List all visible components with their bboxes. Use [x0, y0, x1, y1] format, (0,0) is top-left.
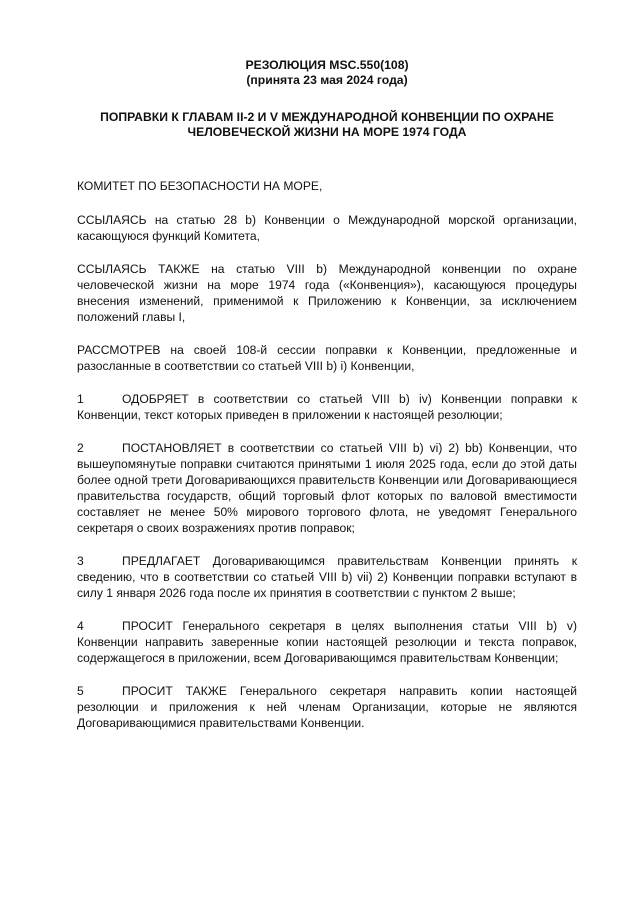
resolution-subject	[77, 110, 577, 140]
operative-text: Генерального секретаря направить копии настоящей резолюции и приложения к ней членам Организации, которые не являются Договаривающимися правительствами Конвенции.	[77, 684, 577, 730]
operative-paragraph	[77, 683, 577, 731]
committee-name: КОМИТЕТ ПО БЕЗОПАСНОСТИ НА МОРЕ,	[77, 179, 323, 193]
preamble-keyword: ССЫЛАЯСЬ	[77, 213, 147, 227]
preamble-text: на своей 108-й сессии поправки к Конвенции, предложенные и разосланные в соответствии со статьей VIII b) i) Конвенции,	[77, 343, 577, 373]
subject-line-1: ПОПРАВКИ К ГЛАВАМ II-2 И V МЕЖДУНАРОДНОЙ КОНВЕНЦИИ ПО ОХРАНЕ	[100, 110, 554, 124]
operative-text: в соответствии со статьей VIII b) iv) Конвенции поправки к Конвенции, текст которых приведен в приложении к настоящей резолюции;	[77, 392, 577, 422]
operative-keyword: ПРОСИТ ТАКЖЕ	[122, 684, 227, 698]
operative-paragraph	[77, 391, 577, 423]
preamble-text: на статью 28 b) Конвенции о Международной морской организации, касающуюся функций Комитета,	[77, 213, 577, 243]
preamble-keyword: ССЫЛАЯСЬ ТАКЖЕ	[77, 262, 200, 276]
operative-text: Договаривающимся правительствам Конвенции принять к сведению, что в соответствии со статьей VIII b) vii) 2) Конвенции поправки вступают в силу 1 января 2026 года после их принятия в соответствии с пунктом 2 выше;	[77, 554, 577, 600]
preamble-keyword: РАССМОТРЕВ	[77, 343, 161, 357]
operative-keyword: ОДОБРЯЕТ	[122, 392, 189, 406]
operative-paragraph	[77, 553, 577, 601]
adoption-date: (принята 23 мая 2024 года)	[246, 73, 408, 87]
operative-text: в соответствии со статьей VIII b) vi) 2) bb) Конвенции, что вышеупомянутые поправки считаются принятыми 1 июля 2025 года, если до этой даты более одной трети Договаривающихся правительств Конвенции или Договаривающиеся правительства государств, общий торговый флот которых по валовой вместимости составляет не менее 50% мирового торгового флота, не уведомят Генерального секретаря о своих возражениях против поправок;	[77, 441, 577, 535]
subject-line-2: ЧЕЛОВЕЧЕСКОЙ ЖИЗНИ НА МОРЕ 1974 ГОДА	[187, 125, 467, 139]
paragraph-number: 3	[77, 554, 84, 568]
operative-text: Генерального секретаря в целях выполнения статьи VIII b) v) Конвенции направить заверенные копии настоящей резолюции и текста поправок, содержащегося в приложении, всем Договаривающимся правительствам Конвенции;	[77, 619, 577, 665]
preamble-paragraph	[77, 261, 577, 325]
paragraph-number: 1	[77, 392, 84, 406]
operative-keyword: ПОСТАНОВЛЯЕТ	[122, 441, 222, 455]
paragraph-number: 5	[77, 684, 84, 698]
preamble-text: на статью VIII b) Международной конвенции по охране человеческой жизни на море 1974 года («Конвенция»), касающуюся процедуры внесения изменений, применимой к Приложению к Конвенции, за исключением положений главы I,	[77, 262, 577, 324]
paragraph-number: 4	[77, 619, 84, 633]
operative-paragraph	[77, 440, 577, 536]
preamble-paragraph	[77, 212, 577, 244]
preamble-paragraph	[77, 342, 577, 374]
resolution-number: РЕЗОЛЮЦИЯ MSC.550(108)	[245, 58, 409, 72]
operative-paragraph	[77, 618, 577, 666]
paragraph-number: 2	[77, 441, 84, 455]
resolution-title	[77, 58, 577, 88]
operative-keyword: ПРЕДЛАГАЕТ	[122, 554, 201, 568]
operative-keyword: ПРОСИТ	[122, 619, 173, 633]
